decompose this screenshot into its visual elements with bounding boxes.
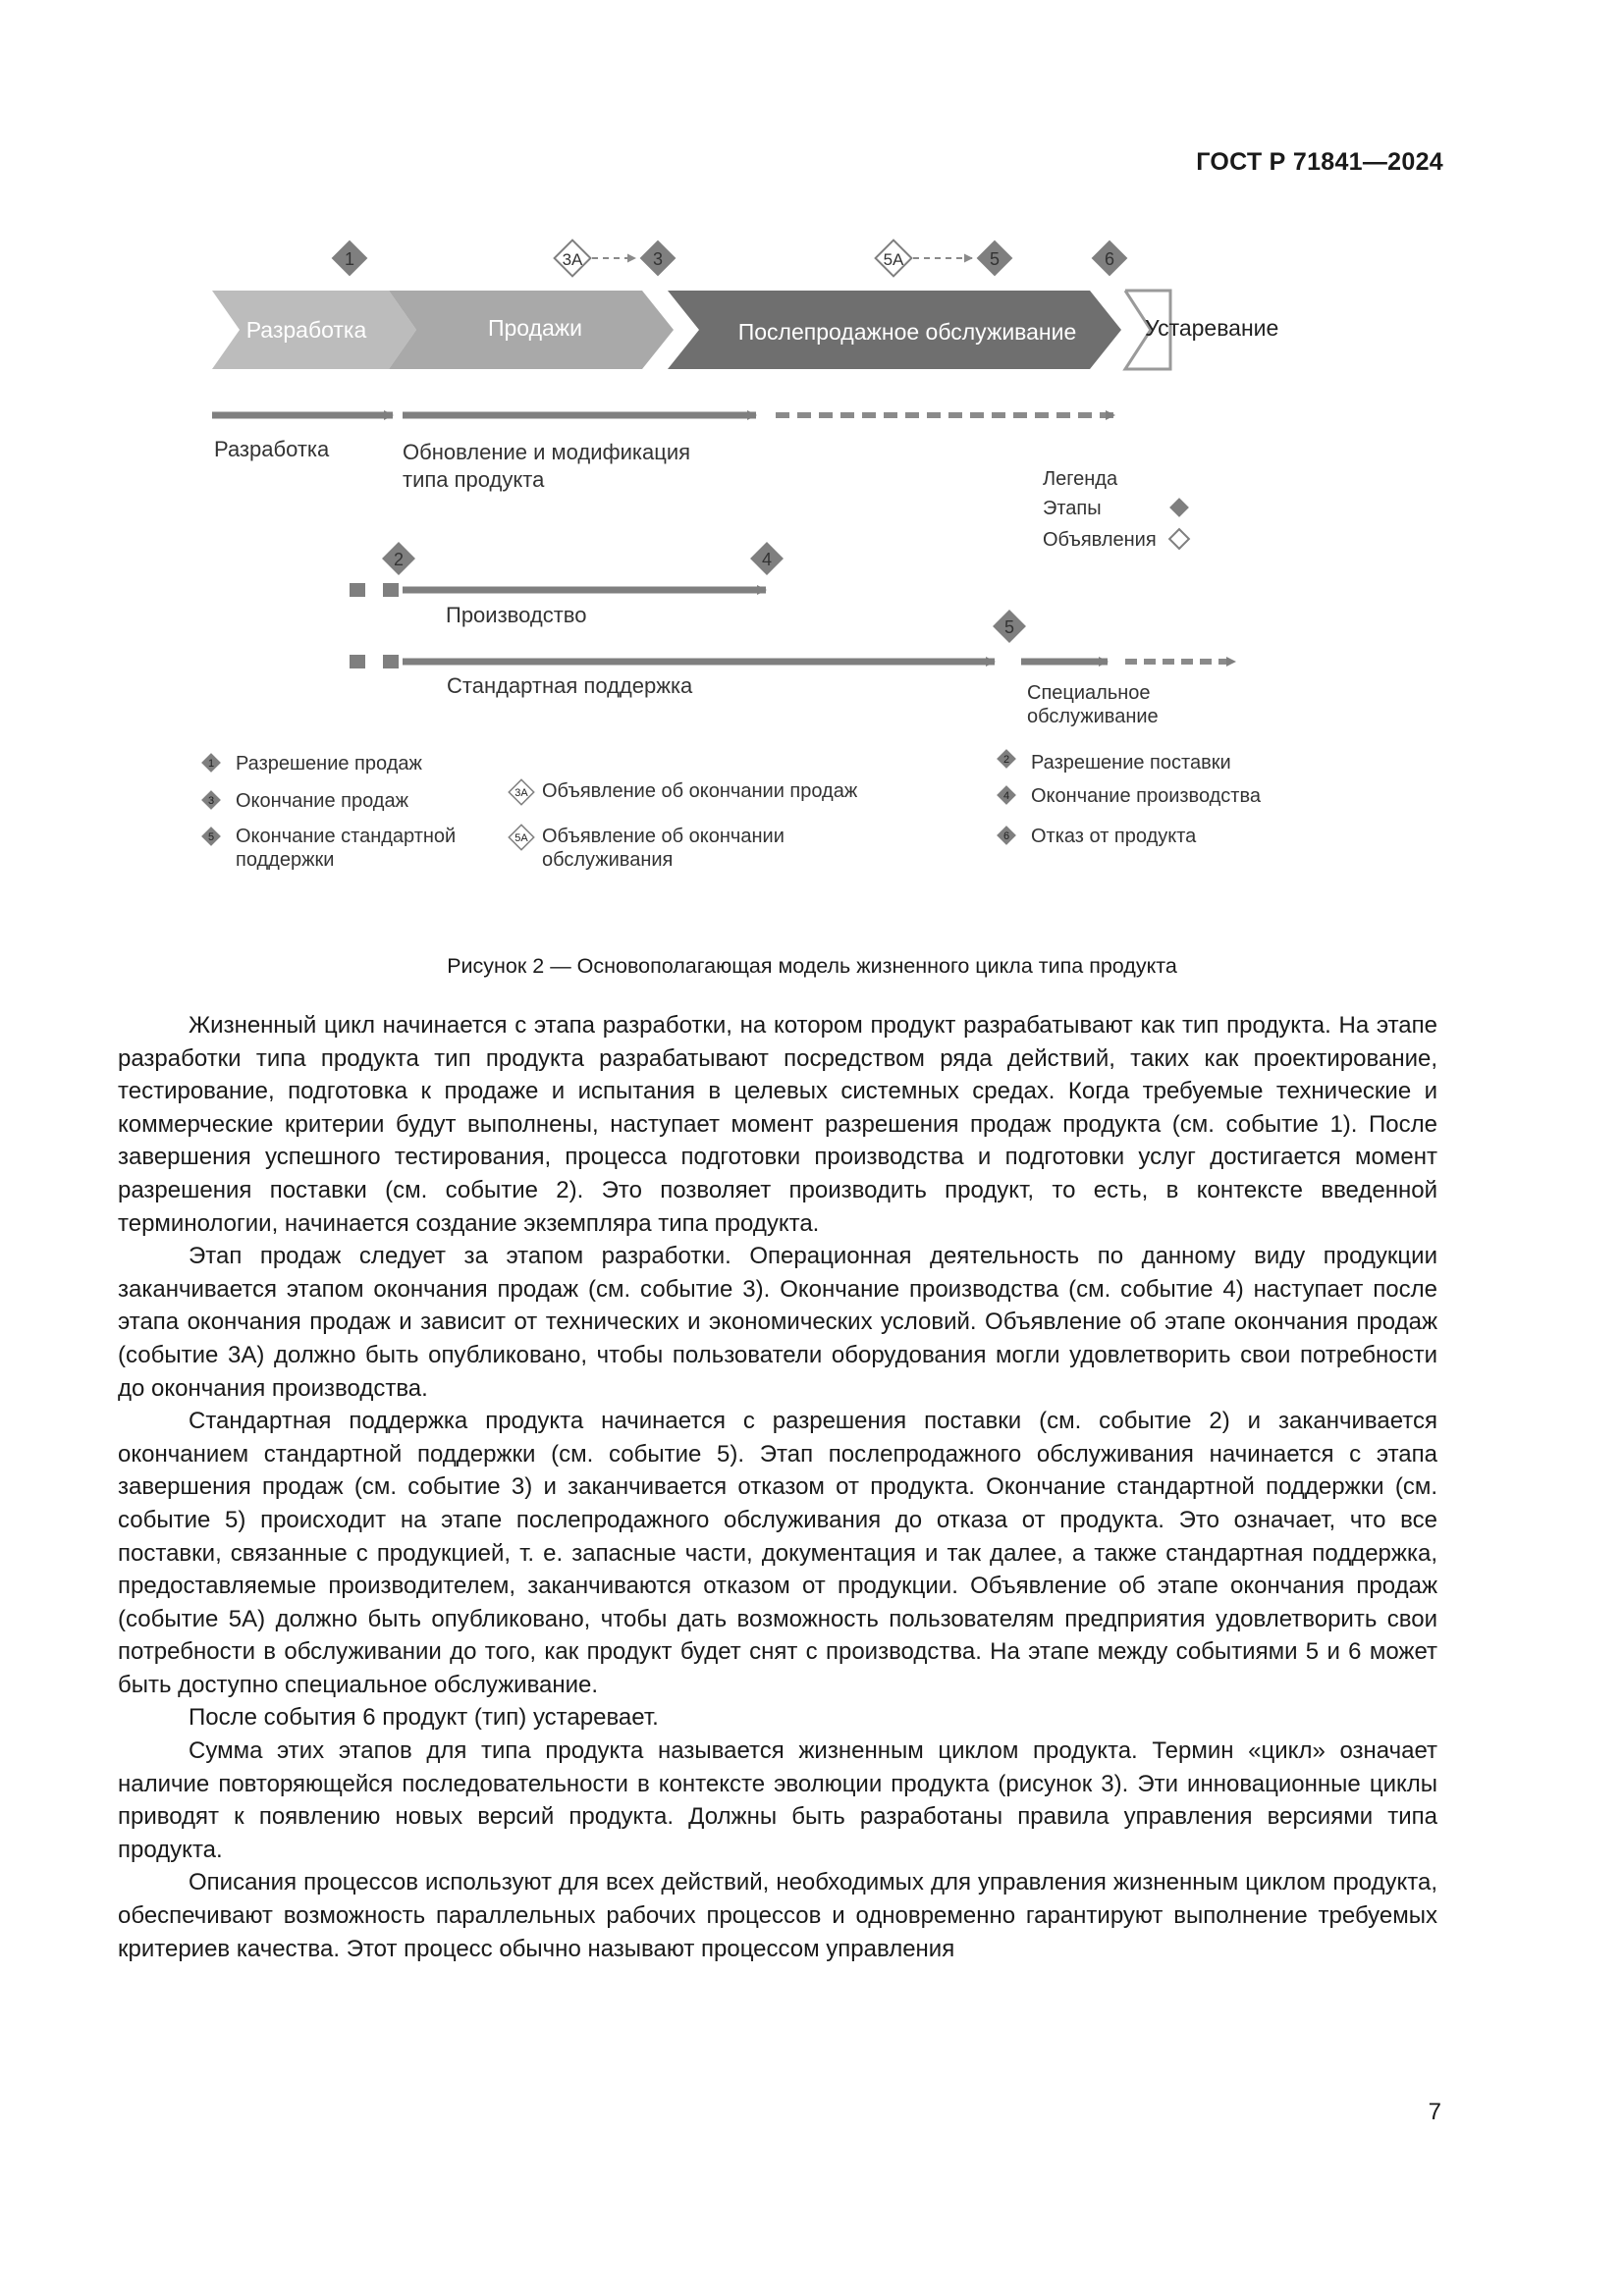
event-legend-5a: Объявление об окончании — [542, 826, 785, 847]
event-legend-num: 6 — [1002, 830, 1010, 842]
phase-sales-label: Продажи — [487, 315, 583, 341]
event-legend-num: 3 — [207, 795, 215, 807]
document-id: ГОСТ Р 71841—2024 — [1196, 148, 1443, 176]
event-legend-num: 5 — [207, 831, 215, 843]
paragraph: Жизненный цикл начинается с этапа разработки, на котором продукт разрабатывают как тип продукта. На этапе разработки типа продукта тип продукта разрабатывают посредством ряда действий, таких как проектирование, тестирование, подготовка к продаже и испытания в целевых системных средах. Когда требуемые технические и коммерческие критерии будут выполнены, наступает момент разрешения продаж продукта (см. событие 1). После завершения успешного тестирования, процесса подготовки производства и подготовки услуг достигается момент разрешения поставки (см. событие 2). Это позволяет производить продукт, то есть, в контексте введенной терминологии, начинается создание экземпляра типа продукта. — [118, 1012, 1437, 1237]
track-special-label-1: Специальное — [1027, 682, 1151, 704]
event-marker-5 — [977, 240, 1013, 277]
paragraph: Этап продаж следует за этапом разработки. Операционная деятельность по данному виду продукции заканчивается этапом окончания продаж (см. событие 3). Окончание производства (см. событие 4) наступает после этапа окончания продаж и зависит от технических и экономических условий. Объявление об этапе окончания продаж (событие 3А) должно быть опубликовано, чтобы пользователи оборудования могли удовлетворить свои потребности до окончания производства. — [118, 1243, 1437, 1402]
phase-after-sales-label: Послепродажное обслуживание — [737, 319, 1077, 345]
figure-caption: Рисунок 2 — Основополагающая модель жизненного цикла типа продукта — [447, 954, 1177, 978]
track-development-label: Разработка — [214, 437, 330, 461]
event-marker-6-label: 6 — [1104, 249, 1115, 269]
event-marker-5a — [876, 240, 912, 277]
page-number: 7 — [1428, 2099, 1441, 2125]
production-start-square-icon — [350, 583, 365, 597]
phase-development-label: Разработка — [245, 317, 367, 343]
event-legend-2: Разрешение поставки — [1031, 752, 1231, 774]
paragraph: Описания процессов используют для всех действий, необходимых для управления жизненным циклом продукта, обеспечивают возможность параллельных рабочих процессов и одновременно гарантируют выполнение требуемых критериев качества. Этот процесс обычно называют процессом управления — [118, 1869, 1437, 1962]
event-legend-6: Отказ от продукта — [1031, 826, 1197, 847]
production-start-square-icon — [383, 583, 399, 597]
legend-title: Легенда — [1043, 468, 1118, 490]
event-marker-2 — [382, 542, 415, 575]
event-marker-5-label: 5 — [989, 249, 1001, 269]
event-legend-num: 1 — [207, 758, 215, 770]
body-text — [118, 1009, 1437, 1965]
legend-stage-diamond-icon — [1169, 498, 1189, 517]
event-marker-1 — [332, 240, 368, 277]
support-start-square-icon — [383, 655, 399, 668]
event-legend-num: 5A — [514, 832, 528, 844]
legend-stages: Этапы — [1043, 498, 1102, 519]
paragraph: Сумма этих этапов для типа продукта называется жизненным циклом продукта. Термин «цикл» означает наличие повторяющейся последовательности в контексте эволюции продукта (рисунок 3). Эти инновационные циклы приводят к появлению новых версий продукта. Должны быть разработаны правила управления версиями типа продукта. — [118, 1737, 1437, 1863]
legend-announcements: Объявления — [1043, 529, 1157, 551]
lifecycle-figure — [196, 226, 1326, 913]
track-special-label-2: обслуживание — [1027, 706, 1159, 727]
event-legend-5a-line2: обслуживания — [542, 849, 674, 871]
event-legend-5-line2: поддержки — [236, 849, 335, 871]
track-update-label-2: типа продукта — [403, 467, 545, 492]
event-marker-4-label: 4 — [761, 550, 773, 569]
event-legend-3: Окончание продаж — [236, 790, 408, 812]
track-production-label: Производство — [446, 603, 587, 627]
track-update-label-1: Обновление и модификация — [403, 440, 691, 464]
event-marker-4 — [750, 542, 784, 575]
event-marker-3a — [555, 240, 591, 277]
event-marker-6 — [1092, 240, 1128, 277]
paragraph: Стандартная поддержка продукта начинается с разрешения поставки (см. событие 2) и заканчивается окончанием стандартной поддержки (см. событие 5). Этап послепродажного обслуживания начинается с этапа завершения продаж (см. событие 3) и заканчивается отказом от продукта. Окончание стандартной поддержки (см. событие 5) происходит на этапе послепродажного обслуживания до отказа от продукта. Это означает, что все поставки, связанные с продукцией, т. е. запасные части, документация и так далее, а также стандартная поддержка, предоставляемые производителем, заканчиваются отказом от продукции. Объявление об этапе окончания продаж (событие 5А) должно быть опубликовано, чтобы дать возможность пользователям предприятия удовлетворить свои потребности в обслуживании до того, как продукт будет снят с производства. На этапе между событиями 5 и 6 может быть доступно специальное обслуживание. — [118, 1408, 1437, 1698]
event-legend-4: Окончание производства — [1031, 785, 1261, 807]
event-marker-3-label: 3 — [652, 249, 664, 269]
event-legend-num: 4 — [1002, 790, 1010, 802]
legend-announcement-diamond-icon — [1169, 529, 1189, 549]
event-marker-5-support-label: 5 — [1003, 617, 1015, 637]
event-marker-5a-label: 5A — [883, 250, 904, 269]
event-marker-1-label: 1 — [344, 249, 355, 269]
paragraph: После события 6 продукт (тип) устаревает. — [189, 1704, 659, 1732]
event-legend — [201, 749, 1262, 871]
event-legend-3a: Объявление об окончании продаж — [542, 780, 858, 802]
support-start-square-icon — [350, 655, 365, 668]
event-legend-num: 3A — [514, 787, 528, 799]
phase-obsolete-label: Устаревание — [1145, 315, 1279, 341]
event-marker-3 — [640, 240, 677, 277]
track-support-label: Стандартная поддержка — [447, 673, 693, 698]
event-legend-1: Разрешение продаж — [236, 753, 422, 774]
event-marker-3a-label: 3A — [562, 250, 583, 269]
event-legend-5: Окончание стандартной — [236, 826, 457, 847]
event-legend-num: 2 — [1002, 754, 1010, 766]
event-marker-2-label: 2 — [393, 550, 405, 569]
event-marker-5-support — [993, 610, 1026, 643]
